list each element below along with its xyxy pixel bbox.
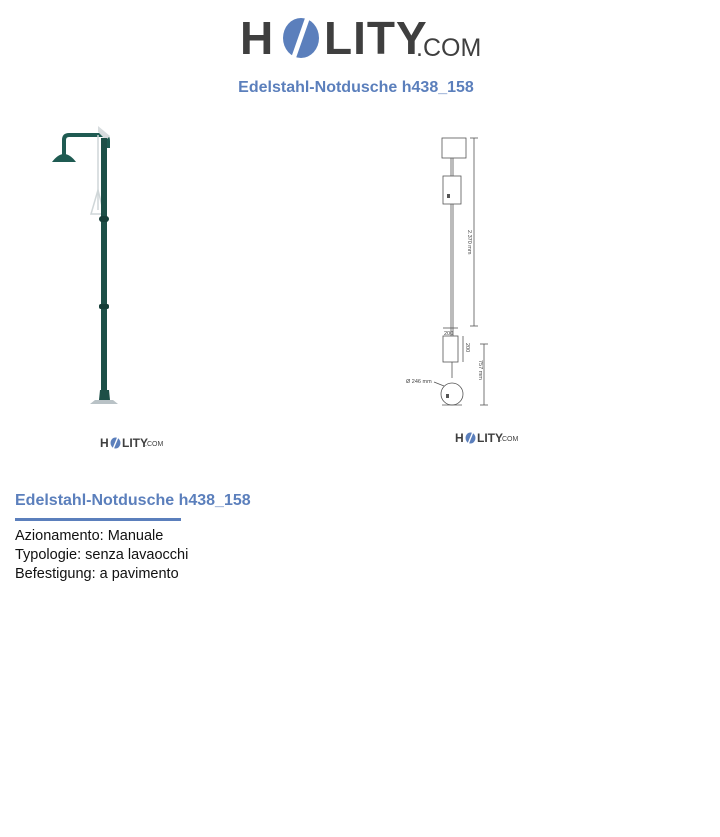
dim-height-total: 2.370 mm: [466, 230, 472, 255]
holity-logo[interactable]: [240, 12, 480, 64]
logo-com: .COM: [416, 34, 482, 62]
drawing-watermark-logo: H LITY .COM: [455, 431, 519, 445]
spec-item-befestigung: Befestigung: a pavimento: [15, 566, 179, 582]
product-title: Edelstahl-Notdusche h438_158: [238, 79, 474, 96]
logo-o-icon: [281, 16, 321, 60]
section-title: Edelstahl-Notdusche h438_158: [15, 492, 251, 509]
mini-logo-o-icon: [110, 437, 121, 449]
logo-letters-lity: LITY: [324, 12, 428, 64]
technical-drawing[interactable]: [400, 130, 500, 410]
dim-diameter: Ø 246 mm: [406, 379, 432, 385]
photo-watermark-logo: H LITY .COM: [100, 436, 164, 450]
mini-logo-o-icon: [465, 432, 476, 444]
spec-item-typologie: Typologie: senza lavaocchi: [15, 547, 189, 563]
spec-item-azionamento: Azionamento: Manuale: [15, 528, 164, 544]
dim-top-width: 200: [444, 331, 454, 337]
logo-letter-h: H: [240, 12, 275, 64]
dim-lower-height: 757 mm: [477, 360, 483, 380]
section-divider: [15, 518, 181, 521]
dim-box-height: 200: [464, 343, 470, 353]
product-photo[interactable]: [40, 118, 160, 410]
spec-list: [15, 527, 188, 584]
